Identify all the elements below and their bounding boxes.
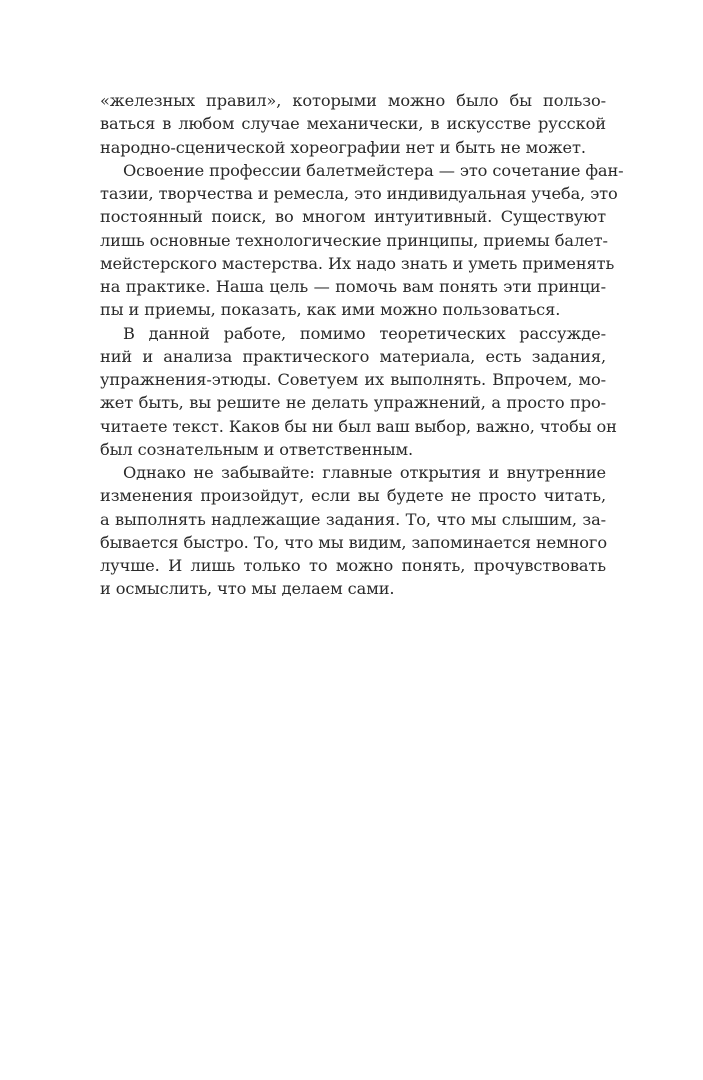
text-line: мейстерского мастерства. Их надо знать и уметь применять [100,253,615,273]
paragraph [100,159,624,322]
text-line: лишь основные технологические принципы, приемы балет- [100,230,608,250]
text-line: читаете текст. Каков бы ни был ваш выбор, важно, чтобы он [100,416,617,436]
text-line: изменения произойдут, если вы будете не просто читать, [100,486,606,506]
text-line: лучше. И лишь только то можно понять, прочувствовать [100,556,606,575]
text-line: «железных правил», которыми можно было бы пользо- [100,91,606,110]
text-line: тазии, творчества и ремесла, это индивидуальная учеба, это [100,184,618,203]
text-line: ваться в любом случае механически, в искусстве русской [100,114,606,134]
text-line: был сознательным и ответственным. [100,439,414,459]
text-line: постоянный поиск, во многом интуитивный. Существуют [100,207,606,227]
paragraph [100,322,617,462]
text-line: народно-сценической хореографии нет и быть не может. [100,137,586,157]
text-line: ний и анализа практического материала, есть задания, [100,346,606,366]
text-line: пы и приемы, показать, как ими можно пользоваться. [100,300,561,320]
text-line: В данной работе, помимо теоретических рассужде- [123,323,606,343]
text-line: жет быть, вы решите не делать упражнений, а просто про- [100,393,606,413]
text-line: и осмыслить, что мы делаем сами. [100,579,395,599]
text-line: а выполнять надлежащие задания. То, что мы слышим, за- [100,509,606,529]
text-line: упражнения-этюды. Советуем их выполнять. Впрочем, мо- [100,370,606,389]
paragraph [100,89,606,159]
page-body-text [100,89,624,601]
text-line: Освоение профессии балетмейстера — это сочетание фан- [123,160,624,180]
text-line: бывается быстро. То, что мы видим, запоминается немного [100,532,607,552]
paragraph [100,461,606,601]
text-line: Однако не забывайте: главные открытия и внутренние [123,463,606,482]
text-line: на практике. Наша цель — помочь вам понять эти принци- [100,277,606,296]
